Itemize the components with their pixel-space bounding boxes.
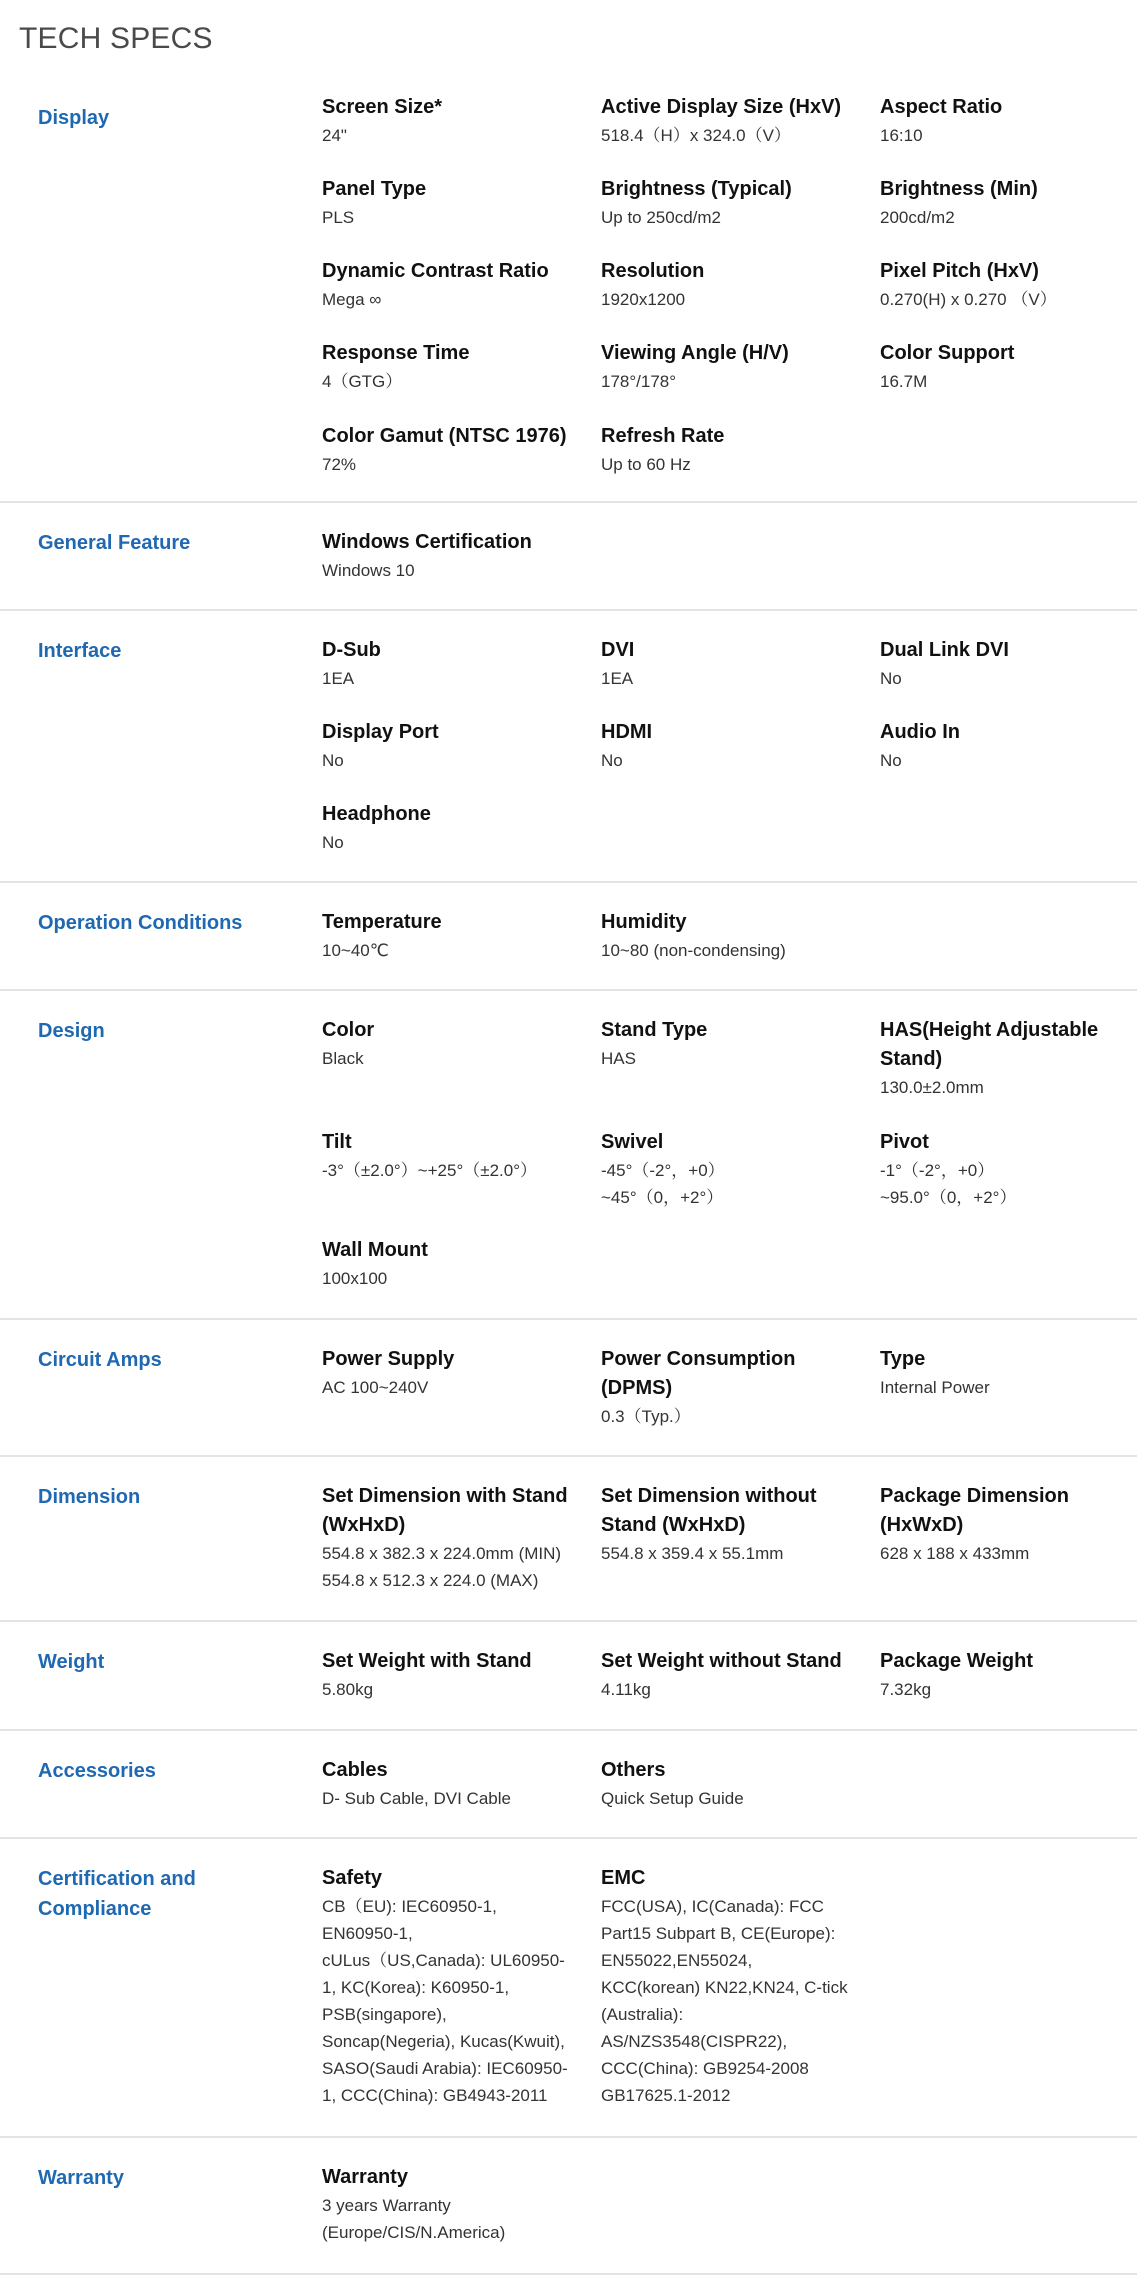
spec-value: No	[880, 751, 902, 770]
spec-swivel	[601, 1128, 859, 1211]
spec-pivot	[880, 1128, 1137, 1211]
spec-dynamic-contrast-ratio	[322, 257, 580, 313]
section-interface	[0, 611, 1137, 883]
section-label: Display	[38, 107, 110, 129]
spec-label: Wall Mount	[322, 1239, 428, 1261]
spec-value: 3 years Warranty (Europe/CIS/N.America)	[322, 2196, 506, 2242]
spec-power-type	[880, 1345, 1137, 1401]
section-operation-conditions	[0, 883, 1137, 991]
spec-active-display-size	[601, 93, 859, 149]
spec-hdmi	[601, 718, 859, 774]
spec-label: Tilt	[322, 1131, 352, 1153]
section-circuit-amps	[0, 1320, 1137, 1457]
spec-windows-certification	[322, 528, 580, 584]
spec-value: 4（GTG）	[322, 372, 403, 391]
spec-label: DVI	[601, 639, 635, 661]
spec-value: 100x100	[322, 1269, 388, 1288]
spec-safety	[322, 1864, 580, 2109]
spec-panel-type	[322, 175, 580, 231]
spec-label: Windows Certification	[322, 531, 532, 553]
spec-label: HAS(Height Adjustable Stand)	[880, 1019, 1099, 1070]
spec-value: 10~80 (non-condensing)	[601, 941, 786, 960]
spec-value: HAS	[601, 1049, 636, 1068]
spec-label: Power Consumption (DPMS)	[601, 1348, 796, 1399]
spec-package-weight	[880, 1647, 1137, 1703]
spec-wall-mount	[322, 1236, 580, 1292]
section-display	[0, 78, 1137, 503]
spec-dvi	[601, 636, 859, 692]
spec-label: Resolution	[601, 260, 705, 282]
spec-label: Color	[322, 1019, 375, 1041]
spec-label: Humidity	[601, 911, 687, 933]
spec-value: Black	[322, 1049, 364, 1068]
spec-d-sub	[322, 636, 580, 692]
spec-value: 518.4（H）x 324.0（V）	[601, 126, 791, 145]
spec-set-dimension-without-stand	[601, 1482, 859, 1567]
spec-label: Aspect Ratio	[880, 96, 1003, 118]
section-label: Circuit Amps	[38, 1349, 162, 1371]
spec-label: Package Dimension (HxWxD)	[880, 1485, 1069, 1536]
section-label: Interface	[38, 640, 122, 662]
spec-label: Pixel Pitch (HxV)	[880, 260, 1039, 282]
spec-value: 4.11kg	[601, 1680, 651, 1699]
spec-value: 554.8 x 382.3 x 224.0mm (MIN) 554.8 x 512.3 x 224.0 (MAX)	[322, 1544, 562, 1590]
spec-label: EMC	[601, 1867, 646, 1889]
spec-emc	[601, 1864, 859, 2109]
spec-label: Temperature	[322, 911, 442, 933]
spec-value: No	[322, 751, 344, 770]
spec-label: Pivot	[880, 1131, 929, 1153]
spec-label: Warranty	[322, 2166, 408, 2188]
spec-value: 1EA	[601, 669, 634, 688]
section-label: Certification and Compliance	[38, 1868, 196, 1920]
spec-value: 200cd/m2	[880, 208, 955, 227]
spec-value: 24"	[322, 126, 347, 145]
section-warranty	[0, 2138, 1137, 2275]
spec-label: Headphone	[322, 803, 431, 825]
spec-resolution	[601, 257, 859, 313]
spec-label: Set Dimension without Stand (WxHxD)	[601, 1485, 817, 1536]
spec-label: Safety	[322, 1867, 383, 1889]
spec-label: D-Sub	[322, 639, 381, 661]
spec-value: -3°（±2.0°）~+25°（±2.0°）	[322, 1161, 537, 1180]
spec-value: CB（EU): IEC60950-1, EN60950-1, cULus（US,Canada): UL60950- 1, KC(Korea): K60950-1, PSB(singapore), Soncap(Negeria), Kucas(Kwuit), SASO(Saudi Arabia): IEC60950- 1, CCC(China): GB4943-2011	[322, 1897, 568, 2105]
spec-label: Others	[601, 1759, 666, 1781]
spec-color-gamut	[322, 422, 580, 478]
spec-value: Up to 60 Hz	[601, 455, 691, 474]
spec-label: Set Weight without Stand	[601, 1650, 842, 1672]
spec-color-support	[880, 339, 1137, 395]
spec-value: 178°/178°	[601, 372, 677, 391]
spec-temperature	[322, 908, 580, 964]
page-title: TECH SPECS	[19, 22, 213, 55]
section-label: General Feature	[38, 532, 191, 554]
spec-label: Dual Link DVI	[880, 639, 1009, 661]
section-design	[0, 991, 1137, 1320]
spec-brightness-typical	[601, 175, 859, 231]
spec-value: 554.8 x 359.4 x 55.1mm	[601, 1544, 784, 1563]
spec-value: -1°（-2°，+0） ~95.0°（0，+2°）	[880, 1161, 1017, 1207]
section-accessories	[0, 1731, 1137, 1839]
section-label: Operation Conditions	[38, 912, 243, 934]
spec-label: Viewing Angle (H/V)	[601, 342, 789, 364]
spec-label: Set Weight with Stand	[322, 1650, 532, 1672]
spec-value: 0.270(H) x 0.270 （V）	[880, 290, 1057, 309]
spec-label: Brightness (Min)	[880, 178, 1038, 200]
spec-label: Package Weight	[880, 1650, 1034, 1672]
spec-value: Windows 10	[322, 561, 415, 580]
spec-label: Response Time	[322, 342, 470, 364]
section-weight	[0, 1622, 1137, 1731]
section-label: Accessories	[38, 1760, 156, 1782]
spec-headphone	[322, 800, 580, 856]
spec-height-adjustable-stand	[880, 1016, 1137, 1101]
spec-response-time	[322, 339, 580, 395]
spec-power-consumption	[601, 1345, 859, 1430]
spec-label: Set Dimension with Stand (WxHxD)	[322, 1485, 568, 1536]
spec-set-weight-with-stand	[322, 1647, 580, 1703]
spec-audio-in	[880, 718, 1137, 774]
spec-value: 16:10	[880, 126, 923, 145]
spec-value: AC 100~240V	[322, 1378, 429, 1397]
section-dimension	[0, 1457, 1137, 1622]
section-label: Dimension	[38, 1486, 141, 1508]
spec-package-dimension	[880, 1482, 1137, 1567]
spec-label: Audio In	[880, 721, 960, 743]
spec-value: 72%	[322, 455, 357, 474]
spec-power-supply	[322, 1345, 580, 1401]
section-certification-compliance	[0, 1839, 1137, 2138]
spec-viewing-angle	[601, 339, 859, 395]
spec-value: Internal Power	[880, 1378, 990, 1397]
spec-label: Brightness (Typical)	[601, 178, 792, 200]
spec-cables	[322, 1756, 580, 1812]
spec-value: FCC(USA), IC(Canada): FCC Part15 Subpart B, CE(Europe): EN55022,EN55024, KCC(korean) KN22,KN24, C-tick (Australia): AS/NZS3548(CISPR22), CCC(China): GB9254-2008 GB17625.1-2012	[601, 1897, 848, 2105]
spec-value: 7.32kg	[880, 1680, 932, 1699]
spec-value: No	[322, 833, 344, 852]
spec-label: Power Supply	[322, 1348, 455, 1370]
spec-label: Display Port	[322, 721, 439, 743]
spec-screen-size	[322, 93, 580, 149]
spec-label: Screen Size*	[322, 96, 443, 118]
spec-value: Mega ∞	[322, 290, 382, 309]
spec-value: 628 x 188 x 433mm	[880, 1544, 1030, 1563]
spec-label: Color Support	[880, 342, 1015, 364]
spec-value: 0.3（Typ.）	[601, 1407, 691, 1426]
spec-label: Active Display Size (HxV)	[601, 96, 842, 118]
spec-value: No	[880, 669, 902, 688]
spec-value: 16.7M	[880, 372, 928, 391]
section-general-feature	[0, 503, 1137, 611]
spec-label: Refresh Rate	[601, 425, 725, 447]
spec-others	[601, 1756, 859, 1812]
spec-label: Color Gamut (NTSC 1976)	[322, 425, 567, 447]
spec-value: 1920x1200	[601, 290, 686, 309]
spec-warranty	[322, 2163, 580, 2246]
spec-label: Type	[880, 1348, 926, 1370]
spec-display-port	[322, 718, 580, 774]
spec-value: 5.80kg	[322, 1680, 374, 1699]
section-label: Design	[38, 1020, 105, 1042]
spec-pixel-pitch	[880, 257, 1137, 313]
spec-label: Stand Type	[601, 1019, 708, 1041]
spec-value: Up to 250cd/m2	[601, 208, 722, 227]
spec-label: Cables	[322, 1759, 388, 1781]
spec-value: 1EA	[322, 669, 355, 688]
spec-refresh-rate	[601, 422, 859, 478]
spec-value: Quick Setup Guide	[601, 1789, 744, 1808]
spec-humidity	[601, 908, 859, 964]
spec-label: HDMI	[601, 721, 653, 743]
spec-set-weight-without-stand	[601, 1647, 859, 1703]
spec-label: Panel Type	[322, 178, 427, 200]
section-label: Warranty	[38, 2167, 124, 2189]
spec-value: 10~40℃	[322, 941, 389, 960]
spec-value: PLS	[322, 208, 355, 227]
spec-value: D- Sub Cable, DVI Cable	[322, 1789, 511, 1808]
spec-value: -45°（-2°，+0） ~45°（0，+2°）	[601, 1161, 725, 1207]
spec-value: No	[601, 751, 623, 770]
section-label: Weight	[38, 1651, 105, 1673]
spec-label: Dynamic Contrast Ratio	[322, 260, 549, 282]
spec-brightness-min	[880, 175, 1137, 231]
spec-set-dimension-with-stand	[322, 1482, 580, 1594]
spec-aspect-ratio	[880, 93, 1137, 149]
spec-value: 130.0±2.0mm	[880, 1078, 984, 1097]
spec-dual-link-dvi	[880, 636, 1137, 692]
spec-color	[322, 1016, 580, 1072]
spec-stand-type	[601, 1016, 859, 1072]
spec-tilt	[322, 1128, 580, 1184]
spec-label: Swivel	[601, 1131, 664, 1153]
